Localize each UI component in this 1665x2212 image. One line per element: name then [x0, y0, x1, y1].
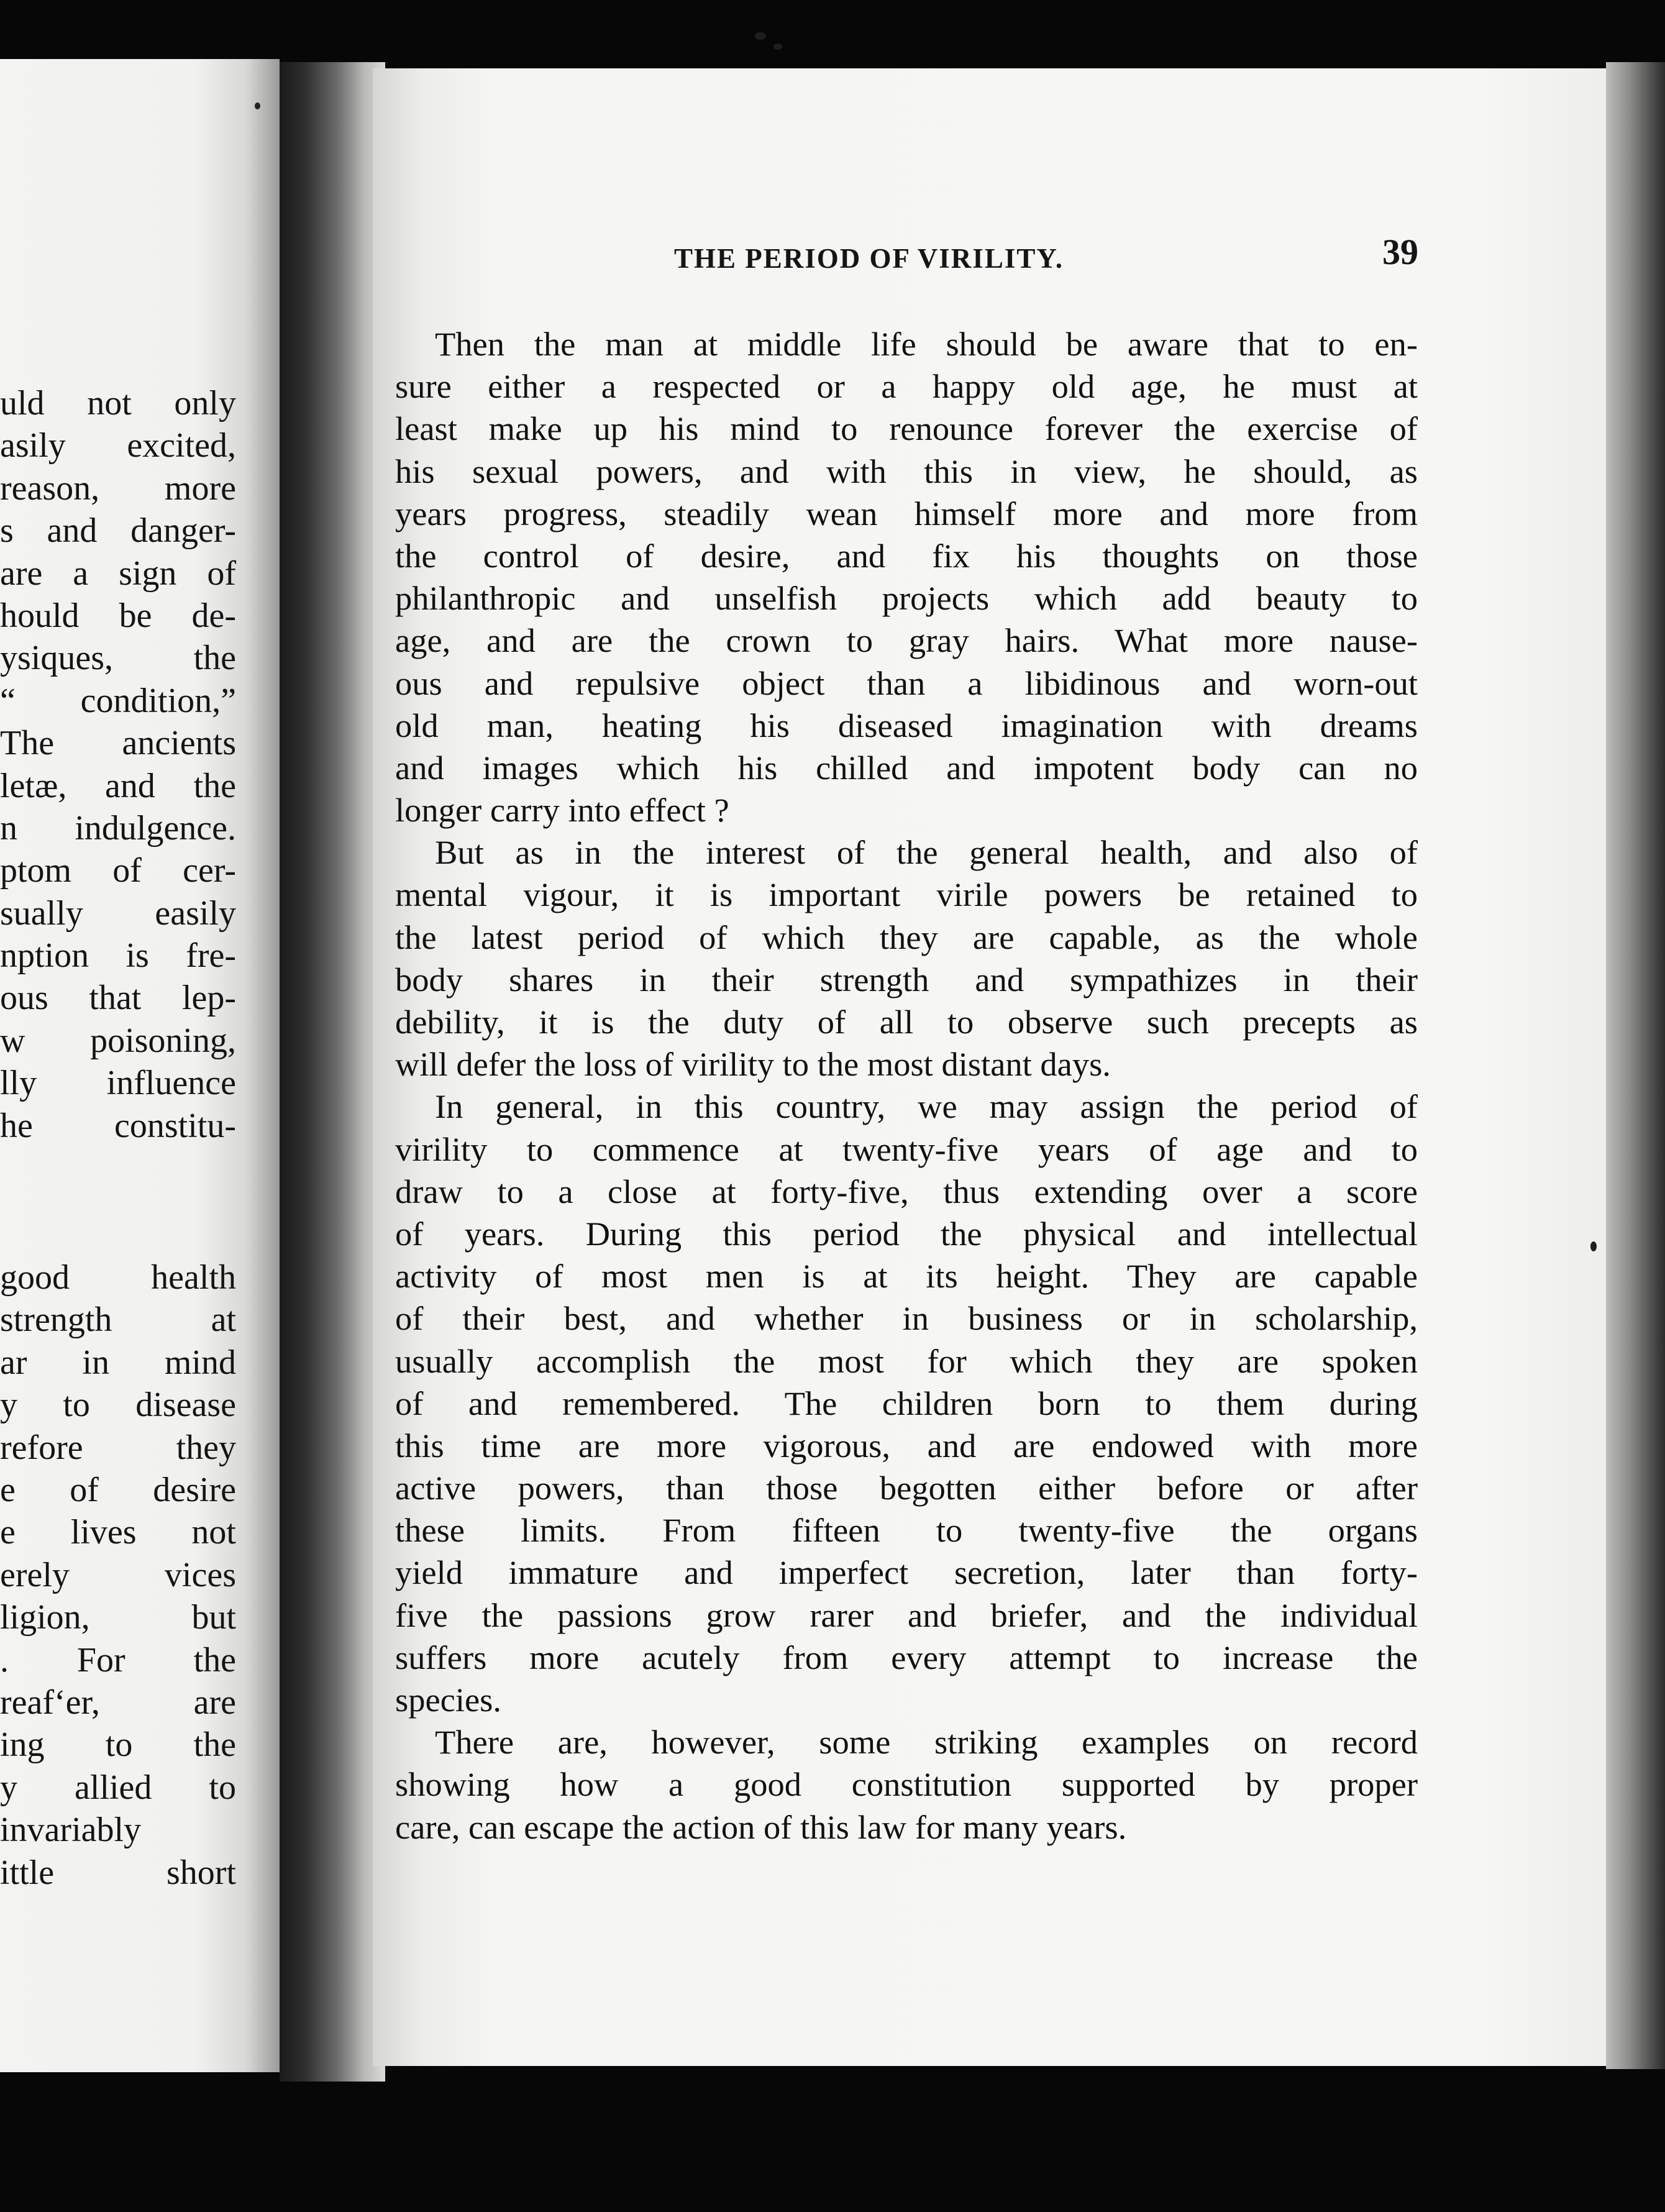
ink-speck	[255, 103, 260, 109]
left-page	[0, 59, 280, 2072]
text-line: the control of desire, and fix his thoughts on those	[395, 536, 1418, 575]
left-text-line: asily excited,	[0, 426, 236, 465]
left-text-line: n indulgence.	[0, 808, 236, 848]
text-line: usually accomplish the most for which they are spoken	[395, 1341, 1418, 1380]
paragraph	[395, 1085, 1418, 1721]
left-text-line: e of desire	[0, 1470, 236, 1509]
text-line: his sexual powers, and with this in view, he should, as	[395, 452, 1418, 490]
left-text-line: he constitu-	[0, 1106, 236, 1145]
running-head: THE PERIOD OF VIRILITY.	[674, 243, 1064, 274]
left-text-line: good health	[0, 1258, 236, 1297]
left-text-line: y allied to	[0, 1768, 236, 1807]
text-line: years progress, steadily wean himself more and more from	[395, 494, 1418, 532]
left-text-line: ligion, but	[0, 1598, 236, 1637]
page-number: 39	[1382, 232, 1418, 272]
page-edge-shadow	[1606, 62, 1665, 2069]
text-line: old man, heating his diseased imagination with dreams	[395, 706, 1418, 744]
text-line: longer carry into effect ?	[395, 791, 729, 830]
left-text-line: ing to the	[0, 1725, 236, 1765]
left-text-line: uld not only	[0, 384, 236, 423]
text-line: active powers, than those begotten either before or after	[395, 1469, 1418, 1507]
left-text-line: letæ, and the	[0, 766, 236, 805]
text-line: philanthropic and unselfish projects which add beauty to	[395, 579, 1418, 618]
left-text-line: s and danger-	[0, 511, 236, 551]
text-line: ous and repulsive object than a libidinous and worn-out	[395, 664, 1418, 702]
text-line: and images which his chilled and impotent body can no	[395, 748, 1418, 787]
text-line: activity of most men is at its height. They are capable	[395, 1257, 1418, 1296]
left-text-line: w poisoning,	[0, 1021, 236, 1060]
text-line: age, and are the crown to gray hairs. What more nause-	[395, 621, 1418, 660]
left-text-line: nption is fre-	[0, 936, 236, 976]
left-text-line: reaf‘er, are	[0, 1683, 236, 1722]
left-text-line: ar in mind	[0, 1343, 236, 1382]
left-text-line: e lives not	[0, 1513, 236, 1552]
text-line: of their best, and whether in business or in scholarship,	[395, 1299, 1418, 1338]
text-line: least make up his mind to renounce forever the exercise of	[395, 409, 1418, 448]
body-text	[395, 323, 1418, 1849]
text-line: mental vigour, it is important virile powers be retained to	[395, 875, 1418, 914]
left-page-text	[0, 382, 236, 1894]
text-line: In general, in this country, we may assign the period of	[435, 1087, 1418, 1126]
left-text-line: ous that lep-	[0, 979, 236, 1018]
paragraph	[395, 323, 1418, 831]
left-text-line: ptom of cer-	[0, 851, 236, 890]
left-text-line: are a sign of	[0, 554, 236, 593]
text-line: draw to a close at forty-five, thus extending over a score	[395, 1172, 1418, 1210]
text-line: There are, however, some striking examples on record	[435, 1723, 1418, 1762]
ink-speck	[1590, 1241, 1597, 1251]
left-text-line: invariably	[0, 1811, 142, 1850]
text-line: species.	[395, 1681, 502, 1719]
left-text-line: lly influence	[0, 1064, 236, 1103]
left-text-line: . For the	[0, 1640, 236, 1680]
paragraph	[395, 831, 1418, 1085]
left-text-line: ittle short	[0, 1853, 236, 1892]
text-line: the latest period of which they are capable, as the whole	[395, 918, 1418, 956]
left-text-line: reason, more	[0, 468, 236, 508]
text-line: showing how a good constitution supported by proper	[395, 1765, 1418, 1804]
text-line: of and remembered. The children born to them during	[395, 1384, 1418, 1422]
left-text-line: y to disease	[0, 1386, 236, 1425]
text-line: sure either a respected or a happy old age, he must at	[395, 367, 1418, 406]
ink-speck	[755, 32, 766, 40]
text-line: this time are more vigorous, and are endowed with more	[395, 1426, 1418, 1465]
text-line: will defer the loss of virility to the most distant days.	[395, 1045, 1111, 1084]
text-line: body shares in their strength and sympathizes in their	[395, 960, 1418, 999]
ink-speck	[773, 43, 782, 50]
left-text-line: sually easily	[0, 893, 236, 933]
text-line: debility, it is the duty of all to observe such precepts as	[395, 1003, 1418, 1041]
left-text-line: The ancients	[0, 724, 236, 763]
left-text-line: hould be de-	[0, 596, 236, 635]
text-line: yield immature and imperfect secretion, later than forty-	[395, 1553, 1418, 1592]
text-line: of years. During this period the physical and intellectual	[395, 1214, 1418, 1253]
text-line: Then the man at middle life should be aware that to en-	[435, 325, 1418, 363]
text-line: virility to commence at twenty-five years of age and to	[395, 1130, 1418, 1168]
text-line: five the passions grow rarer and briefer, and the individual	[395, 1596, 1418, 1634]
paragraph-gap	[0, 1147, 236, 1256]
left-text-line: strength at	[0, 1300, 236, 1340]
left-text-line: ysiques, the	[0, 639, 236, 678]
text-line: suffers more acutely from every attempt to increase the	[395, 1638, 1418, 1676]
binding-gutter	[280, 62, 385, 2082]
paragraph	[395, 1721, 1418, 1849]
left-text-line: erely vices	[0, 1555, 236, 1594]
text-line: care, can escape the action of this law for many years.	[395, 1808, 1127, 1846]
text-line: these limits. From fifteen to twenty-five the organs	[395, 1511, 1418, 1550]
left-text-line: “ condition,”	[0, 681, 236, 720]
left-text-line: refore they	[0, 1428, 236, 1467]
text-line: But as in the interest of the general health, and also of	[435, 833, 1418, 872]
